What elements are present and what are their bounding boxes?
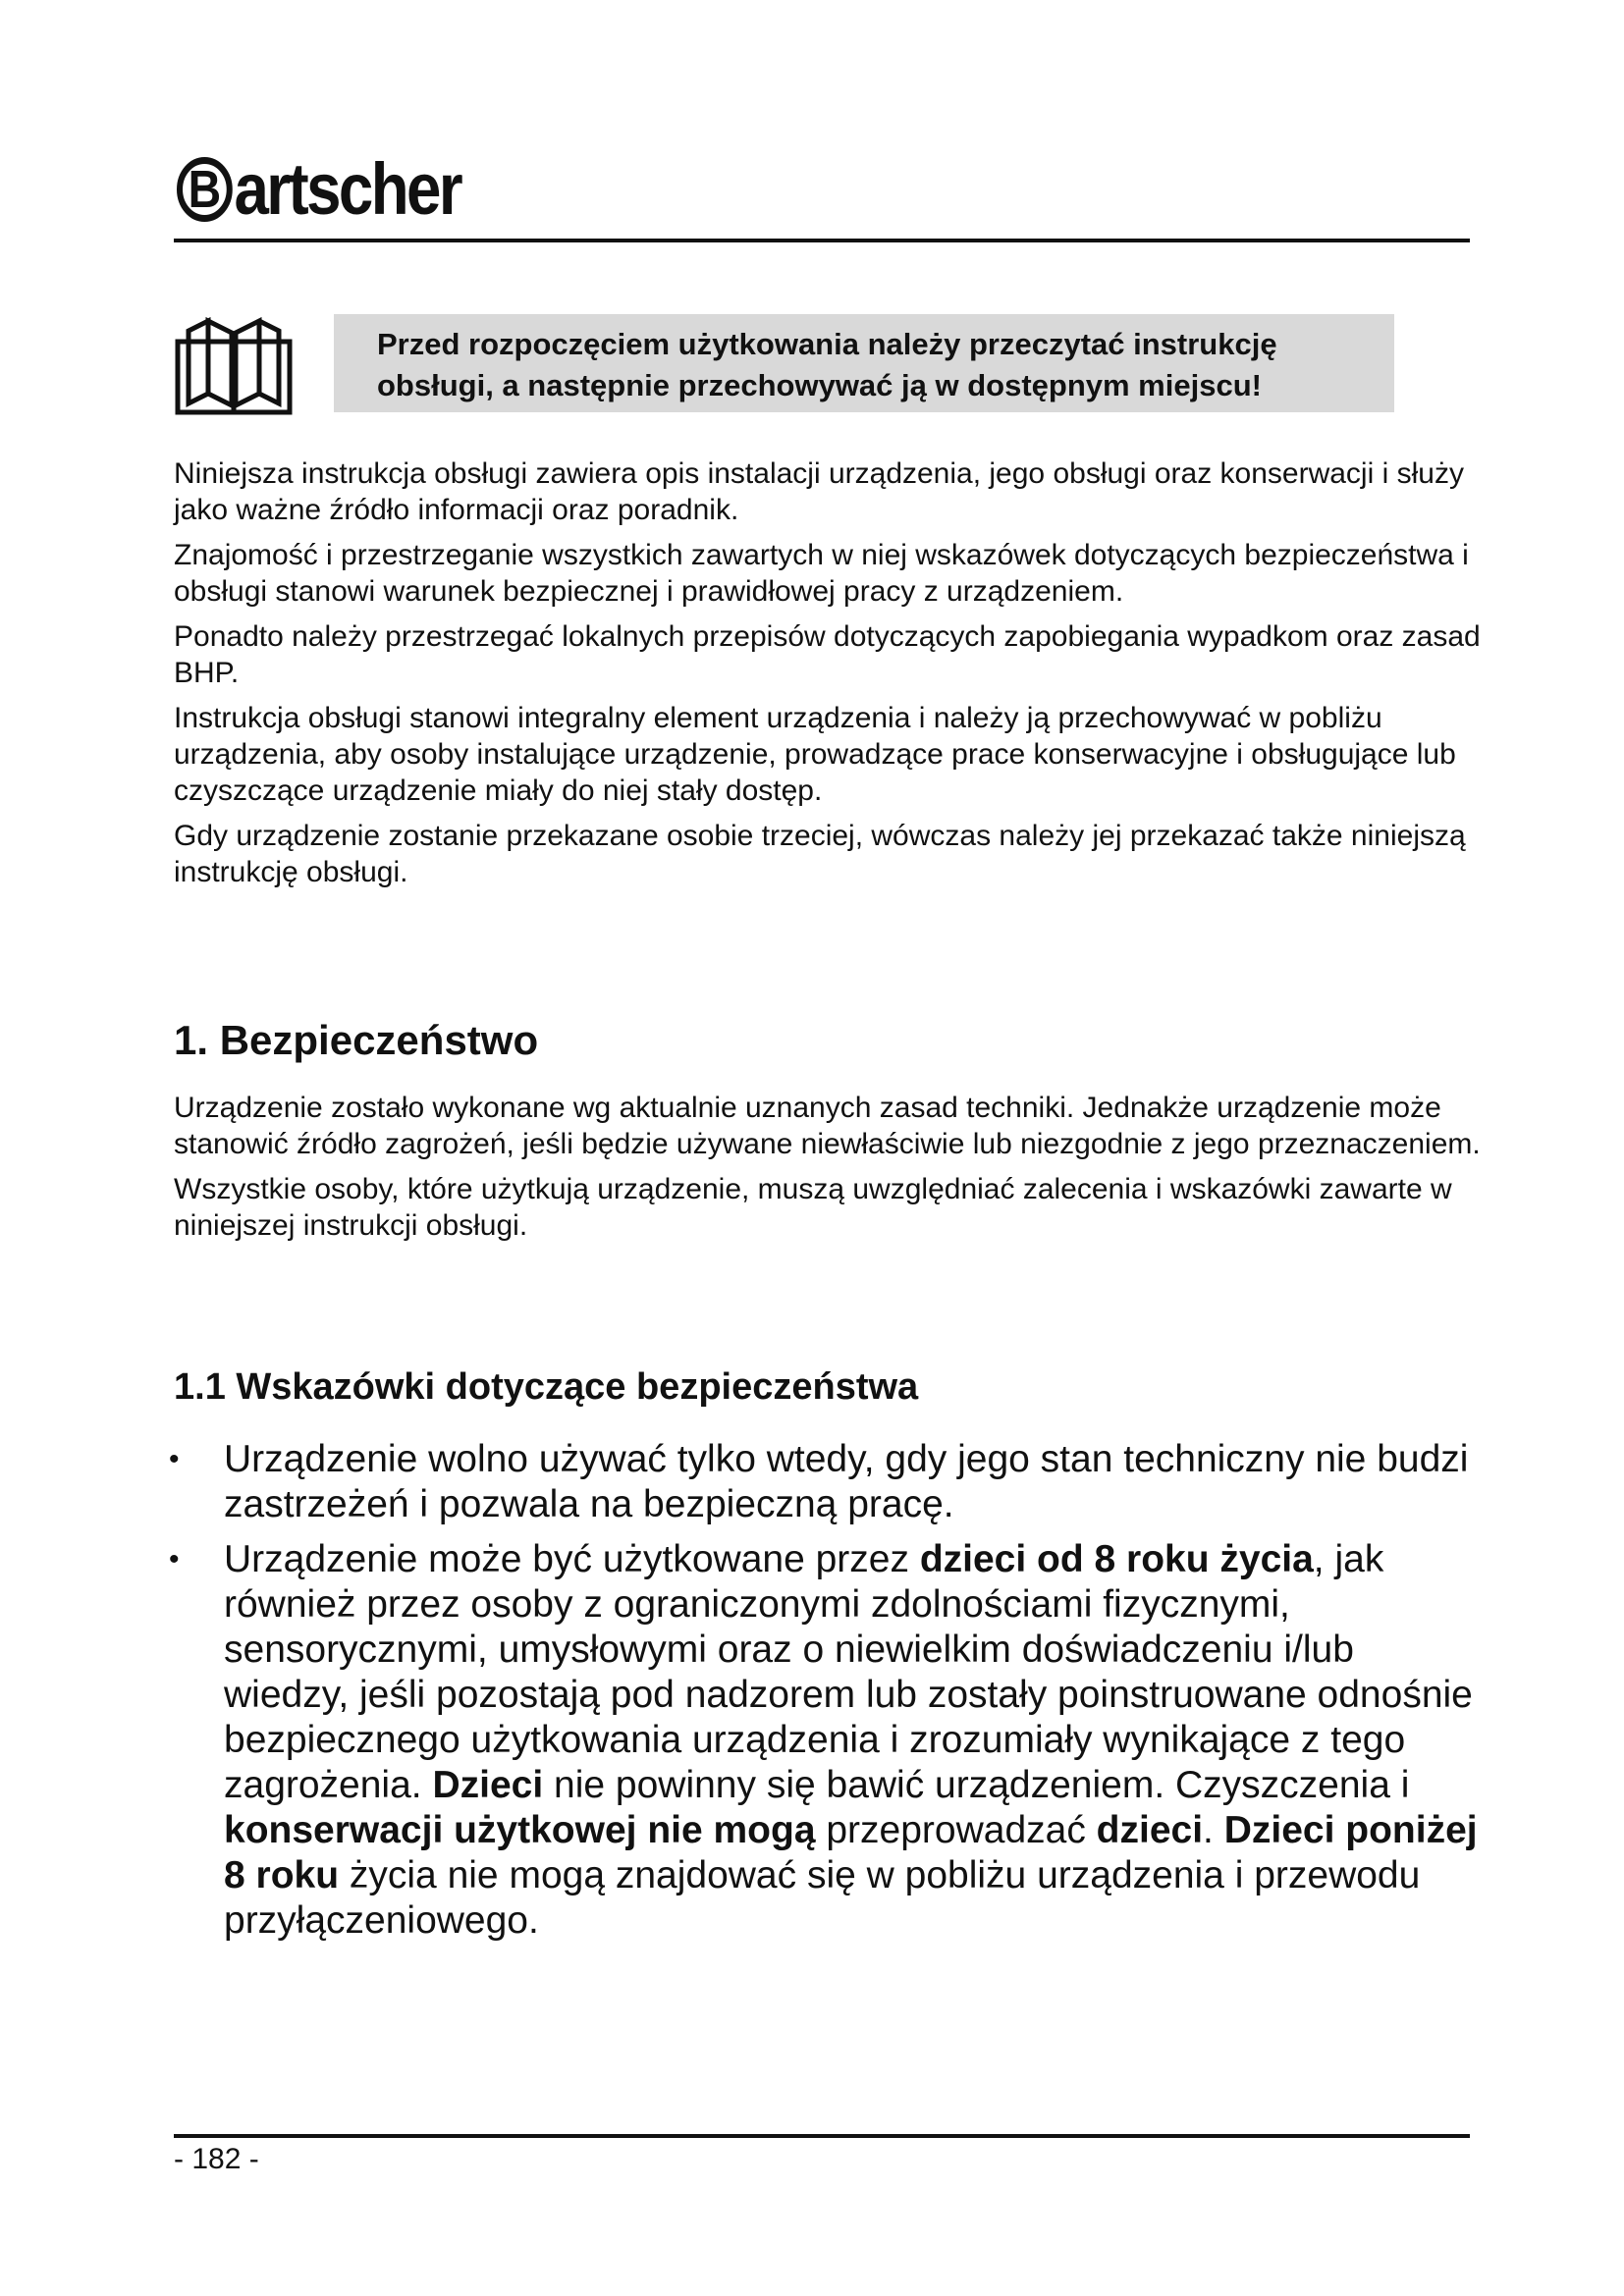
intro-paragraph-5: Gdy urządzenie zostanie przekazane osobie trzeciej, wówczas należy jej przekazać także niniejszą instrukcję obsługi. — [174, 820, 1466, 888]
text-run: przeprowadzać — [815, 1809, 1097, 1851]
logo-b-mark: B — [177, 157, 233, 222]
text-run: . — [1203, 1809, 1224, 1851]
footer-divider — [174, 2134, 1470, 2138]
list-item — [167, 1537, 1483, 1944]
list-item-text — [224, 1538, 1478, 1942]
notice-line-2: obsługi, a następnie przechowywać ją w dostępnym miejscu! — [377, 368, 1262, 402]
section-heading-safety-notes: 1.1 Wskazówki dotyczące bezpieczeństwa — [174, 1366, 919, 1408]
intro-text — [174, 455, 1489, 899]
open-book-icon — [175, 317, 293, 415]
bold-run: Dzieci — [432, 1764, 544, 1806]
text-run: nie powinny się bawić urządzeniem. Czyszczenia i — [543, 1764, 1410, 1806]
safety-notes-list — [167, 1437, 1483, 1953]
list-item — [167, 1437, 1483, 1527]
text-run: Urządzenie może być użytkowane przez — [224, 1538, 920, 1580]
bold-run: Dzieci poniżej 8 roku — [224, 1809, 1478, 1896]
intro-paragraph-3: Ponadto należy przestrzegać lokalnych przepisów dotyczących zapobiegania wypadkom oraz zasad BHP. — [174, 620, 1481, 689]
header-divider — [174, 239, 1470, 242]
list-item-text: Urządzenie wolno używać tylko wtedy, gdy jego stan techniczny nie budzi zastrzeżeń i pozwala na bezpieczną pracę. — [224, 1438, 1469, 1525]
safety-paragraph-1: Urządzenie zostało wykonane wg aktualnie uznanych zasad techniki. Jednakże urządzenie może stanowić źródło zagrożeń, jeśli będzie używane niewłaściwie lub niezgodnie z jego przeznaczeniem. — [174, 1092, 1481, 1160]
bullet-icon: • — [169, 1443, 180, 1475]
intro-paragraph-4: Instrukcja obsługi stanowi integralny element urządzenia i należy ją przechowywać w pobliżu urządzenia, aby osoby instalujące urządzenie, prowadzące prace konserwacyjne i obsługujące lub czyszczące urządzenie miały do niej stały dostęp. — [174, 702, 1456, 807]
read-manual-notice — [334, 314, 1394, 412]
text-run: życia nie mogą znajdować się w pobliżu urządzenia i przewodu przyłączeniowego. — [224, 1854, 1421, 1942]
section-heading-safety: 1. Bezpieczeństwo — [174, 1017, 539, 1063]
safety-text — [174, 1090, 1489, 1253]
intro-paragraph-1: Niniejsza instrukcja obsługi zawiera opis instalacji urządzenia, jego obsługi oraz konserwacji i służy jako ważne źródło informacji oraz poradnik. — [174, 457, 1464, 526]
text-run: , jak również przez osoby z ograniczonymi zdolnościami fizycznymi, sensorycznymi, umysłowymi oraz o niewielkim doświadczeniu i/lub wiedzy, jeśli pozostają pod nadzorem lub zostały poinstruowane odnośnie bezpiecznego użytkowania urządzenia i zrozumiały wynikające z tego zagrożenia. — [224, 1538, 1473, 1806]
logo-wordmark: artscher — [234, 148, 461, 230]
bold-run: dzieci od 8 roku życia — [919, 1538, 1314, 1580]
bold-run: dzieci — [1096, 1809, 1204, 1851]
bartscher-logo — [177, 147, 460, 231]
safety-paragraph-2: Wszystkie osoby, które użytkują urządzenie, muszą uwzględniać zalecenia i wskazówki zawarte w niniejszej instrukcji obsługi. — [174, 1173, 1452, 1242]
notice-line-1: Przed rozpoczęciem użytkowania należy przeczytać instrukcję — [377, 327, 1277, 361]
bullet-icon: • — [169, 1543, 180, 1575]
bold-run: konserwacji użytkowej nie mogą — [224, 1809, 816, 1851]
intro-paragraph-2: Znajomość i przestrzeganie wszystkich zawartych w niej wskazówek dotyczących bezpieczeństwa i obsługi stanowi warunek bezpiecznej i prawidłowej pracy z urządzeniem. — [174, 539, 1469, 608]
page-number: - 182 - — [174, 2143, 259, 2175]
